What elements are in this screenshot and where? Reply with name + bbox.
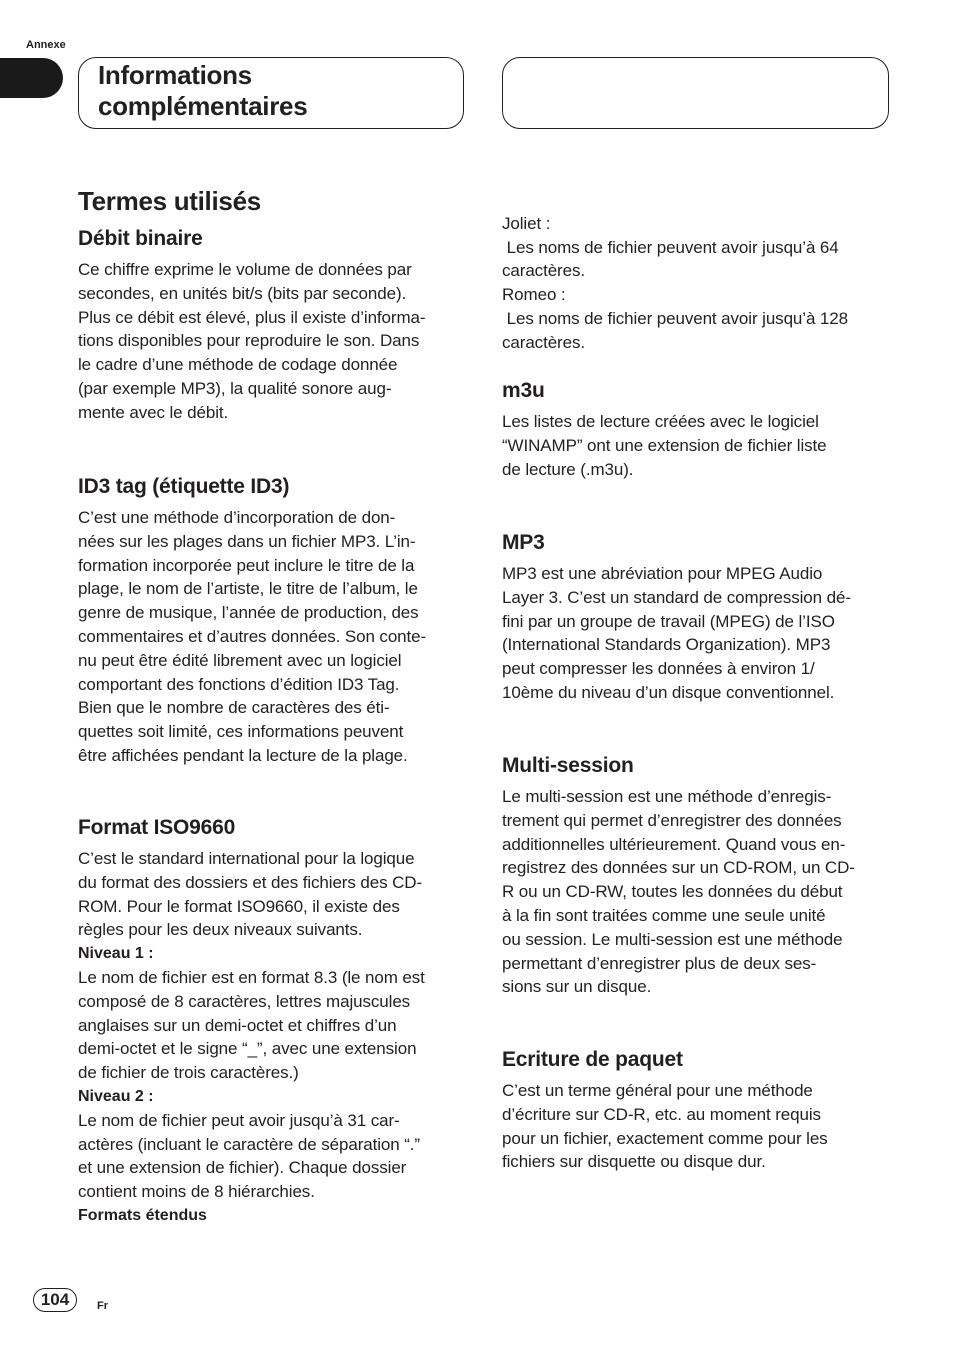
text-line: Le nom de fichier est en format 8.3 (le nom est [78, 967, 425, 987]
section-mp3 [502, 530, 892, 705]
text-line: permettant d’enregistrer plus de deux ses- [502, 953, 817, 973]
text-line: ou session. Le multi-session est une méthode [502, 929, 843, 949]
page-number: 104 [33, 1288, 77, 1312]
text-line: Joliet : [502, 213, 551, 233]
label-niveau-2: Niveau 2 : [78, 1087, 154, 1105]
text-iso-intro [78, 847, 468, 942]
section-id3-tag [78, 474, 468, 768]
text-line: du format des dossiers et des fichiers des CD- [78, 872, 423, 892]
text-line: à la fin sont traitées comme une seule unité [502, 905, 826, 925]
text-debit-binaire [78, 258, 468, 425]
text-line: Plus ce débit est élevé, plus il existe d’informa- [78, 307, 426, 327]
text-line: plage, le nom de l’artiste, le titre de l’album, le [78, 579, 418, 599]
text-line: commentaires et d’autres données. Son conte- [78, 626, 427, 646]
text-line: caractères. [502, 261, 585, 281]
label-formats-etendus: Formats étendus [78, 1206, 207, 1224]
text-line: quettes soit limité, ces informations peuvent [78, 722, 404, 742]
text-line: nées sur les plages dans un fichier MP3. L’in- [78, 531, 416, 551]
heading-multi-session: Multi-session [502, 754, 634, 777]
text-line: de lecture (.m3u). [502, 459, 634, 479]
text-line: caractères. [502, 332, 585, 352]
text-line: pour un fichier, exactement comme pour les [502, 1128, 828, 1148]
text-line: de fichier de trois caractères.) [78, 1063, 299, 1083]
section-ecriture-de-paquet [502, 1047, 892, 1174]
text-line: règles pour les deux niveaux suivants. [78, 920, 363, 940]
text-ecriture-de-paquet [502, 1079, 892, 1174]
text-m3u [502, 410, 892, 481]
text-line: ROM. Pour le format ISO9660, il existe des [78, 896, 400, 916]
section-tab-marker [0, 58, 63, 98]
text-multi-session [502, 785, 892, 999]
text-line: C’est un terme général pour une méthode [502, 1081, 813, 1100]
section-title-line-1: Informations [98, 60, 252, 90]
text-line: “WINAMP” ont une extension de fichier liste [502, 435, 827, 455]
text-line: composé de 8 caractères, lettres majuscules [78, 991, 411, 1011]
section-format-iso9660 [78, 815, 468, 1228]
text-line: (par exemple MP3), la qualité sonore aug- [78, 378, 392, 398]
text-line: trement qui permet d’enregistrer des données [502, 810, 842, 830]
text-id3-tag [78, 506, 468, 768]
section-joliet-romeo [502, 188, 892, 355]
text-line: actères (incluant le caractère de séparation “.” [78, 1134, 420, 1154]
text-line: peut compresser les données à environ 1/ [502, 659, 815, 679]
text-joliet-romeo [502, 188, 892, 355]
text-mp3 [502, 562, 892, 705]
text-line: Les noms de fichier peuvent avoir jusqu’à 128 [502, 308, 849, 328]
text-line: anglaises sur un demi-octet et chiffres d’un [78, 1015, 397, 1035]
section-title-line-2: complémentaires [98, 91, 308, 121]
label-niveau-1: Niveau 1 : [78, 945, 154, 963]
text-line: Les noms de fichier peuvent avoir jusqu’à 64 [502, 237, 839, 257]
text-line: Ce chiffre exprime le volume de données par [78, 260, 412, 279]
text-line: additionnelles ultérieurement. Quand vous en- [502, 834, 846, 854]
section-m3u [502, 378, 892, 481]
heading-ecriture-de-paquet: Ecriture de paquet [502, 1048, 683, 1071]
text-line: Bien que le nombre de caractères des éti- [78, 698, 390, 718]
text-line: genre de musique, l’année de production, des [78, 603, 419, 623]
section-title [98, 60, 307, 122]
heading-id3-tag: ID3 tag (étiquette ID3) [78, 475, 290, 498]
section-multi-session [502, 753, 892, 999]
text-line: demi-octet et le signe “_”, avec une extension [78, 1039, 417, 1059]
text-line: (International Standards Organization). MP3 [502, 635, 831, 655]
section-header-box [78, 57, 464, 129]
text-line: MP3 est une abréviation pour MPEG Audio [502, 564, 823, 583]
text-niveau-1 [78, 966, 468, 1085]
text-line: C’est le standard international pour la logique [78, 849, 415, 868]
text-line: Le nom de fichier peut avoir jusqu’à 31 car- [78, 1110, 400, 1130]
text-line: tions disponibles pour reproduire le son. Dans [78, 331, 420, 351]
text-line: sions sur un disque. [502, 977, 652, 997]
empty-header-box [502, 57, 889, 129]
text-line: fichiers sur disquette ou disque dur. [502, 1152, 766, 1172]
heading-m3u: m3u [502, 379, 545, 402]
text-line: Romeo : [502, 285, 566, 305]
text-line: registrez des données sur un CD-ROM, un CD- [502, 858, 855, 878]
text-line: 10ème du niveau d’un disque conventionnel. [502, 682, 835, 702]
text-line: être affichées pendant la lecture de la plage. [78, 745, 408, 765]
text-line: Layer 3. C’est un standard de compression dé- [502, 587, 851, 607]
heading-mp3: MP3 [502, 531, 545, 554]
text-line: fini par un groupe de travail (MPEG) de l’ISO [502, 611, 835, 631]
text-line: contient moins de 8 hiérarchies. [78, 1182, 315, 1202]
text-line: mente avec le débit. [78, 402, 229, 422]
text-line: formation incorporée peut inclure le titre de la [78, 555, 415, 575]
text-line: et une extension de fichier). Chaque dossier [78, 1158, 407, 1178]
page-title: Termes utilisés [78, 186, 261, 216]
text-line: le cadre d’une méthode de codage donnée [78, 355, 398, 375]
text-line: Le multi-session est une méthode d’enregis- [502, 787, 832, 806]
text-line: secondes, en unités bit/s (bits par seconde). [78, 283, 407, 303]
text-line: nu peut être édité librement avec un logiciel [78, 650, 402, 670]
section-debit-binaire [78, 226, 468, 425]
language-code: Fr [97, 1300, 108, 1312]
heading-format-iso9660: Format ISO9660 [78, 816, 236, 839]
text-line: R ou un CD-RW, toutes les données du début [502, 882, 843, 902]
heading-debit-binaire: Débit binaire [78, 227, 203, 250]
text-line: C’est une méthode d’incorporation de don- [78, 508, 396, 527]
text-line: Les listes de lecture créées avec le logiciel [502, 412, 819, 431]
text-niveau-2 [78, 1109, 468, 1204]
annexe-label: Annexe [26, 39, 66, 51]
text-line: comportant des fonctions d’édition ID3 Tag. [78, 674, 400, 694]
text-line: d’écriture sur CD-R, etc. au moment requis [502, 1104, 821, 1124]
